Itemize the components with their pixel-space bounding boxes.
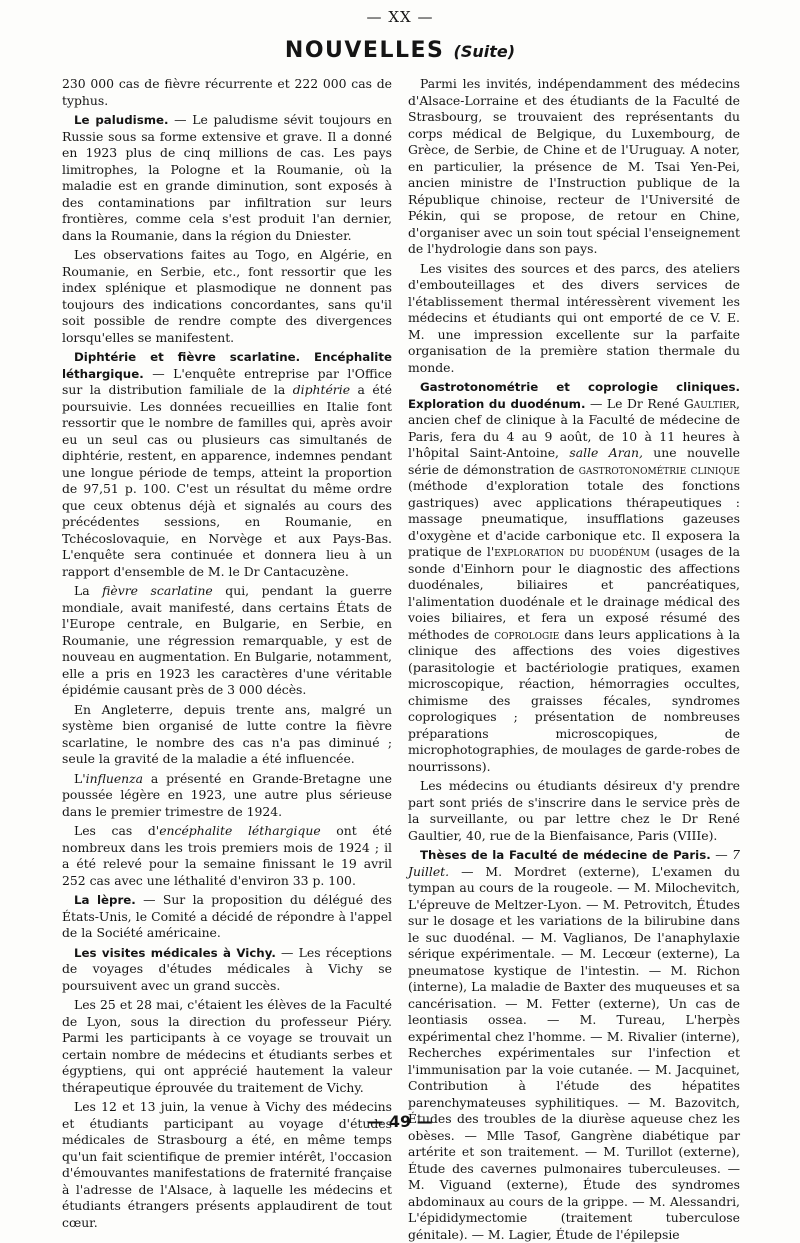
text: (méthode d'exploration totale des fonctions gastriques) avec applications thérapeutiques : massage pneumatique, insufflations gazeuses d'oxygène et d'acide carbonique etc. Il exposera la pratique de l' xyxy=(408,478,740,559)
section-body: — M. Mordret (externe), L'examen du tympan au cours de la rougeole. — M. Milochevitch, L'épreuve de Meltzer-Lyon. — M. Petrovitch, Études sur le dosage et les variations de la bilirubine dans le suc duodénal. — M. Vaglianos, De l'anaphylaxie sérique expérimentale. — M. Lecœur (externe), La pneumatose kystique de l'intestin. — M. Richon (interne), La maladie de Baxter des muqueuses et sa cancérisation. — M. Fetter (externe), Un cas de leontiasis ossea. — M. Tureau, L'herpès expérimental chez l'homme. — M. Rivalier (interne), Recherches expérimentales sur l'infection et l'immunisation par la voie cutanée. — M. Jacquinet, Contribution à l'étude des hépatites parenchymateuses syphilitiques. — M. Bazovitch, Études des troubles de la diurèse aqueuse chez les obèses. — Mlle Tasof, Gangrène diabétique par artérite et son traitement. — M. Turillot (externe), Étude des cavernes pulmonaires tuberculeuses. — M. Viguand (externe), Étude des syndromes abdominaux au cours de la grippe. — M. Alessandri, L'épididymectomie (traitement tuberculose génitale). — M. Lagier, Étude de l'épilepsie xyxy=(408,863,740,1242)
paragraph: Les observations faites au Togo, en Algérie, en Roumanie, en Serbie, etc., font ressortir que les index splénique et plasmodique ne donnent pas toujours des indications concordantes, sans qu'il soit possible de rendre compte des divergences lorsqu'elles se manifestent. xyxy=(62,247,392,345)
page-title xyxy=(0,38,800,63)
section-theses xyxy=(408,847,740,1243)
section-heading: La lèpre. xyxy=(74,893,136,907)
paragraph xyxy=(62,583,392,699)
text: a présenté en Grande-Bretagne une poussée légère en 1923, une autre plus sérieuse dans le premier trimestre de 1924. xyxy=(62,770,392,819)
paragraph: Les 25 et 28 mai, c'étaient les élèves de la Faculté de Lyon, sous la direction du professeur Piéry. Parmi les participants à ce voyage se trouvait un certain nombre de médecins et étudiants serbes et égyptiens, qui ont apprécié hautement la valeur thérapeutique éprouvée du traitement de Vichy. xyxy=(62,997,392,1095)
smallcaps-term: exploration du duodénum xyxy=(494,544,650,559)
smallcaps-term: gastrotonométrie clinique xyxy=(578,461,740,477)
title-text: NOUVELLES xyxy=(284,38,445,63)
section-heading: Les visites médicales à Vichy. xyxy=(74,945,276,960)
text: , ancien chef de clinique à la Faculté de médecine de Paris, fera du 4 au 9 août, de 10 à 11 heures à l'hôpital Saint-Antoine, xyxy=(408,395,740,460)
section-diphterie xyxy=(62,349,392,580)
paragraph: Les 12 et 13 juin, la venue à Vichy des médecins et étudiants participant au voyage d'études médicales de Strasbourg a été, en même temps qu'un fait scientifique de premier intérêt, l'occasion d'émouvantes manifestations de fraternité française à l'adresse de l'Alsace, à laquelle les médecins et étudiants étrangers présents applaudirent de tout cœur. xyxy=(62,1099,392,1230)
text: (usages de la sonde d'Einhorn pour le diagnostic des affections duodénales, biliaires et pancréatiques, l'alimentation duodénale et le drainage médical des voies biliaires, et fera un exposé résumé des méthodes de xyxy=(408,544,740,642)
text: Les cas d' xyxy=(74,823,160,838)
paragraph: Les visites des sources et des parcs, des ateliers d'embouteillages et des divers services de l'établissement thermal intéressèrent vivement les médecins et étudiants qui ont emporté de ce V. E. M. une impression excellente sur la parfaite organisation de la première station thermale du monde. xyxy=(408,260,740,375)
paragraph: Parmi les invités, indépendamment des médecins d'Alsace-Lorraine et des étudiants de la Faculté de Strasbourg, se trouvaient des représentants du corps médical de Belgique, du Luxembourg, de Grèce, de Serbie, de Chine et de l'Uruguay. A noter, en particulier, la présence de M. Tsai Yen-Pei, ancien ministre de l'Instruction publique de la République chinoise, recteur de l'Université de Pékin, qui se propose, de retour en Chine, d'organiser avec un soin tout spécial l'enseignement de l'hydrologie dans son pays. xyxy=(408,76,740,256)
section-paludisme xyxy=(62,112,392,244)
paragraph xyxy=(62,823,392,889)
text: L' xyxy=(74,770,86,786)
section-body: a été poursuivie. Les données recueillies en Italie font ressortir que le nombre de familles qui, après avoir eu un seul cas ou plusieurs cas simultanés de diphtérie, restent, en apparence, indemnes pendant une longue période de temps, atteint la proportion de 97,51 p. 100. C'est un résultat du même ordre que ceux obtenus déjà et signalés au cours des précédentes sessions, en Roumanie, en Tchécoslovaquie, en Norvège et aux Pays-Bas. L'enquête sera continuée et donnera lieu à un rapport d'ensemble de M. le Dr Cantacuzène. xyxy=(62,382,392,579)
italic-term: fièvre scarlatine xyxy=(102,583,213,598)
left-column xyxy=(62,76,393,1230)
author-name: Gaultier xyxy=(683,395,737,411)
section-lepre xyxy=(62,892,392,942)
text: La xyxy=(74,583,103,598)
section-heading: Le paludisme. xyxy=(74,113,169,127)
title-suite: (Suite) xyxy=(453,42,516,61)
section-heading: Thèses de la Faculté de médecine de Paris. xyxy=(420,848,711,862)
text: — Le Dr René xyxy=(585,395,684,411)
italic-term: diphtérie xyxy=(292,382,351,397)
paragraph: Les médecins ou étudiants désireux d'y prendre part sont priés de s'inscrire dans le service près de la surveillante, ou par lettre chez le Dr René Gaultier, 40, rue de la Bienfaisance, Paris (VIIIe). xyxy=(408,778,740,843)
italic-term: encéphalite léthargique xyxy=(159,823,321,838)
text: une nouvelle série de démonstration de xyxy=(408,445,740,477)
smallcaps-term: coprologie xyxy=(494,626,560,642)
section-heading: Diphtérie et fièvre scarlatine. Encéphalite léthargique. xyxy=(62,350,392,381)
section-body: — Le paludisme sévit toujours en Russie sous sa forme extensive et grave. Il a donné en 1923 plus de cinq millions de cas. Les pays limitrophes, la Pologne et la Roumanie, où la maladie est en grande diminution, sont exposés à des contaminations par infiltration sur leurs frontières, comme cela s'est produit l'an dernier, dans la Roumanie, dans la région du Dniester. xyxy=(62,112,393,243)
section-gastro xyxy=(408,379,740,775)
italic-term: influenza xyxy=(85,770,144,786)
section-body: — L'enquête entreprise par l'Office sur la distribution familiale de la xyxy=(62,365,392,397)
paragraph xyxy=(62,771,392,821)
page-number: — 49 — xyxy=(367,1112,433,1131)
section-vichy xyxy=(62,945,392,995)
text: ont été nombreux dans les trois premiers mois de 1924 ; il a été relevé pour la semaine finissant le 19 avril 252 cas avec une léthalité d'environ 33 p. 100. xyxy=(62,823,392,888)
section-body: — Sur la proposition du délégué des États-Unis, le Comité a décidé de répondre à l'appel de la Société américaine. xyxy=(62,892,393,940)
text: dans leurs applications à la clinique des affections des voies digestives (parasitologie et bactériologie pratiques, examen microscopique, réaction, hémorragies occultes, chimisme des graisses fécales, syndromes coprologiques ; présentation de nombreuses préparations microscopiques, de microphotographies, de moulages de garde-robes de nourrissons). xyxy=(408,626,740,774)
text: qui, pendant la guerre mondiale, avait manifesté, dans certains États de l'Europe centrale, en Bulgarie, en Serbie, en Roumanie, une régression remarquable, y est de nouveau en augmentation. En Bulgarie, notamment, elle a pris en 1923 les caractères d'une véritable épidémie causant près de 3 000 décès. xyxy=(62,583,392,697)
paragraph: 230 000 cas de fièvre récurrente et 222 000 cas de typhus. xyxy=(62,76,392,108)
section-body: — Les réceptions de voyages d'études médicales à Vichy se poursuivent avec un grand succès. xyxy=(62,944,392,993)
right-column xyxy=(408,76,741,1242)
section-number: — XX — xyxy=(366,8,434,26)
section-heading: Gastrotonométrie et coprologie cliniques. Exploration du duodénum. xyxy=(408,380,740,411)
italic-term: salle Aran, xyxy=(569,445,643,460)
paragraph: En Angleterre, depuis trente ans, malgré un système bien organisé de lutte contre la fièvre scarlatine, le nombre des cas n'a pas diminué ; seule la gravité de la maladie a été influencée. xyxy=(62,701,392,766)
date: — 7 Juillet. xyxy=(408,847,741,879)
